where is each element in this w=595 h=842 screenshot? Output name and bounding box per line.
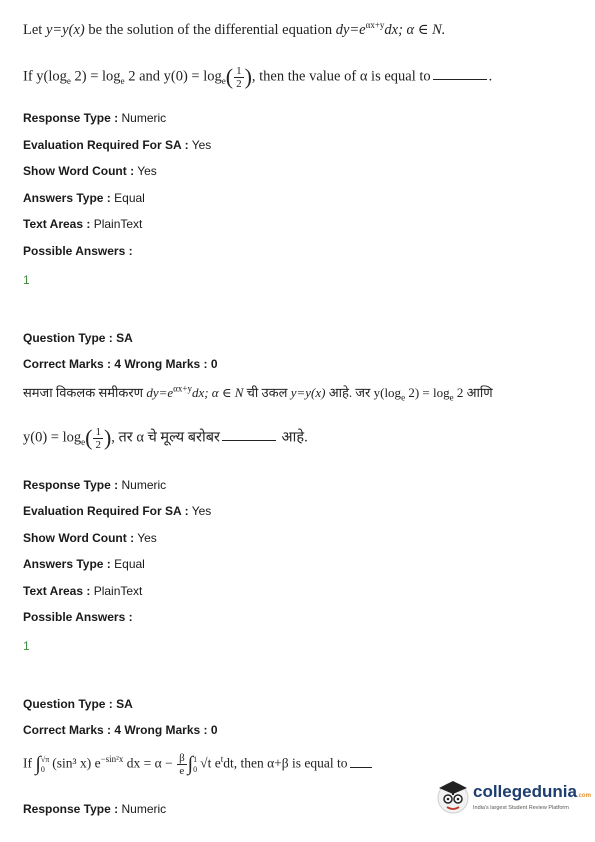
field-value: SA bbox=[116, 697, 133, 711]
q1-text: Let bbox=[23, 21, 46, 38]
answer-blank bbox=[350, 767, 372, 768]
field-value: Yes bbox=[191, 138, 212, 152]
q2-subscript: e bbox=[81, 437, 86, 448]
field-label: Response Type : bbox=[23, 111, 119, 125]
marks-row bbox=[23, 723, 218, 737]
q2-text: समजा विकलक समीकरण bbox=[23, 385, 147, 400]
logo-tld: .com bbox=[576, 793, 591, 799]
q1-text: , then the value of α is equal to bbox=[251, 68, 431, 85]
q1-text: 2) = log bbox=[70, 68, 121, 85]
paren-open: ( bbox=[85, 425, 93, 450]
answer-value: 1 bbox=[23, 273, 30, 287]
q2-text: ची उकल bbox=[243, 385, 291, 400]
field-label: Answers Type : bbox=[23, 191, 111, 205]
q2-subscript: e bbox=[401, 392, 406, 403]
q1-equation: dx; α ∈ N. bbox=[384, 21, 446, 38]
marks-label: Correct Marks : 4 Wrong Marks : 0 bbox=[23, 357, 218, 371]
field-label: Answers Type : bbox=[23, 557, 111, 571]
collegedunia-logo bbox=[435, 778, 591, 820]
field-value: PlainText bbox=[93, 584, 143, 598]
q3-text: then α+β is equal to bbox=[237, 755, 348, 771]
field-value: PlainText bbox=[93, 217, 143, 231]
text-areas-row bbox=[23, 217, 142, 231]
text-areas-row bbox=[23, 584, 142, 598]
field-label: Text Areas : bbox=[23, 217, 91, 231]
field-value: Yes bbox=[137, 164, 157, 178]
integral-sign: ∫ bbox=[35, 753, 41, 775]
mascot-icon bbox=[435, 778, 471, 818]
fraction-denominator: 2 bbox=[236, 77, 242, 90]
field-value: SA bbox=[116, 331, 133, 345]
integral-limits bbox=[193, 755, 197, 775]
field-value: Yes bbox=[191, 504, 212, 518]
field-value: Equal bbox=[114, 557, 145, 571]
answer-blank bbox=[222, 440, 276, 441]
integral-lower-limit: 0 bbox=[40, 764, 45, 774]
q2-text: , तर α चे मूल्य बरोबर bbox=[111, 429, 220, 446]
field-label: Show Word Count : bbox=[23, 531, 135, 545]
q3-fraction bbox=[177, 752, 187, 777]
fraction-denominator: 2 bbox=[95, 438, 101, 451]
q1-subscript: e bbox=[221, 76, 226, 87]
q2-fraction bbox=[93, 426, 103, 451]
integral-upper-limit: 1 bbox=[193, 754, 198, 764]
answer-value: 1 bbox=[23, 639, 30, 653]
integral-lower-limit: 0 bbox=[193, 764, 198, 774]
logo-name: collegedunia bbox=[473, 782, 577, 801]
field-label: Question Type : bbox=[23, 697, 113, 711]
q3-text: If bbox=[23, 755, 36, 771]
evaluation-row bbox=[23, 504, 211, 518]
possible-answers-row bbox=[23, 610, 133, 624]
word-count-row bbox=[23, 531, 157, 545]
q3-text: dt, bbox=[223, 755, 238, 771]
q3-integrand: √t e bbox=[200, 755, 221, 771]
field-label: Text Areas : bbox=[23, 584, 91, 598]
integral-sign: ∫ bbox=[187, 753, 194, 775]
q1-fraction bbox=[234, 65, 244, 90]
field-value: Numeric bbox=[121, 802, 167, 816]
evaluation-row bbox=[23, 138, 211, 152]
answer-blank bbox=[433, 79, 487, 80]
q1-line1 bbox=[23, 20, 445, 39]
q2-exponent: αx+y bbox=[173, 383, 192, 394]
q1-line2 bbox=[23, 64, 492, 90]
fraction-numerator: β bbox=[179, 752, 185, 764]
field-label: Question Type : bbox=[23, 331, 113, 345]
integral-limits bbox=[41, 755, 49, 775]
q1-text: be the solution of the differential equation bbox=[84, 21, 336, 38]
field-value: Numeric bbox=[121, 111, 167, 125]
possible-answers-row bbox=[23, 244, 133, 258]
q3-integrand: (sin³ x) e bbox=[52, 755, 101, 771]
fraction-numerator: 1 bbox=[236, 64, 242, 77]
q3-exponent: t bbox=[220, 754, 224, 765]
field-label: Evaluation Required For SA : bbox=[23, 138, 189, 152]
q1-text: 2 and y(0) = log bbox=[124, 68, 222, 85]
field-value: Equal bbox=[114, 191, 145, 205]
paren-close: ) bbox=[244, 64, 252, 89]
field-value: Yes bbox=[137, 531, 157, 545]
q2-text: y(0) = log bbox=[23, 429, 82, 446]
q2-text: आहे. bbox=[277, 429, 308, 446]
fraction-denominator: e bbox=[179, 765, 185, 777]
question-type-row bbox=[23, 697, 133, 711]
q2-line2 bbox=[23, 425, 308, 451]
q2-equation: dx; α ∈ N bbox=[191, 385, 244, 400]
paren-close: ) bbox=[103, 425, 112, 450]
response-type-row bbox=[23, 478, 166, 492]
answers-type-row bbox=[23, 557, 145, 571]
q2-line1 bbox=[23, 383, 493, 403]
q3-line1 bbox=[23, 752, 374, 777]
q1-text: If y(log bbox=[23, 68, 67, 85]
word-count-row bbox=[23, 164, 157, 178]
field-label: Response Type : bbox=[23, 478, 119, 492]
marks-row bbox=[23, 357, 218, 371]
q3-text: dx = α − bbox=[123, 755, 177, 771]
q2-text: आहे. जर y(log bbox=[325, 385, 402, 400]
q3-exponent: −sin²x bbox=[100, 754, 124, 765]
q1-equation: y=y(x) bbox=[45, 21, 85, 38]
field-label: Possible Answers : bbox=[23, 244, 133, 258]
field-label: Possible Answers : bbox=[23, 610, 133, 624]
integral-upper-limit: √π bbox=[40, 754, 50, 764]
answers-type-row bbox=[23, 191, 145, 205]
q2-equation: dy=e bbox=[146, 385, 174, 400]
field-label: Show Word Count : bbox=[23, 164, 135, 178]
response-type-row bbox=[23, 802, 166, 816]
fraction-numerator: 1 bbox=[95, 425, 101, 438]
marks-label: Correct Marks : 4 Wrong Marks : 0 bbox=[23, 723, 218, 737]
q1-exponent: αx+y bbox=[365, 20, 385, 30]
paren-open: ( bbox=[225, 64, 234, 89]
q2-text: 2 आणि bbox=[453, 385, 493, 400]
q1-text: . bbox=[488, 68, 493, 85]
field-label: Evaluation Required For SA : bbox=[23, 504, 189, 518]
field-value: Numeric bbox=[121, 478, 167, 492]
logo-tagline: India's largest Student Review Platform bbox=[473, 805, 569, 811]
logo-wordmark bbox=[473, 782, 591, 802]
question-type-row bbox=[23, 331, 133, 345]
field-label: Response Type : bbox=[23, 802, 119, 816]
q1-equation: dy=e bbox=[335, 21, 366, 38]
q1-subscript: e bbox=[120, 76, 125, 87]
q2-subscript: e bbox=[449, 392, 454, 403]
q2-text: 2) = log bbox=[405, 385, 450, 400]
q1-subscript: e bbox=[66, 76, 71, 87]
response-type-row bbox=[23, 111, 166, 125]
q2-equation: y=y(x) bbox=[290, 385, 326, 400]
